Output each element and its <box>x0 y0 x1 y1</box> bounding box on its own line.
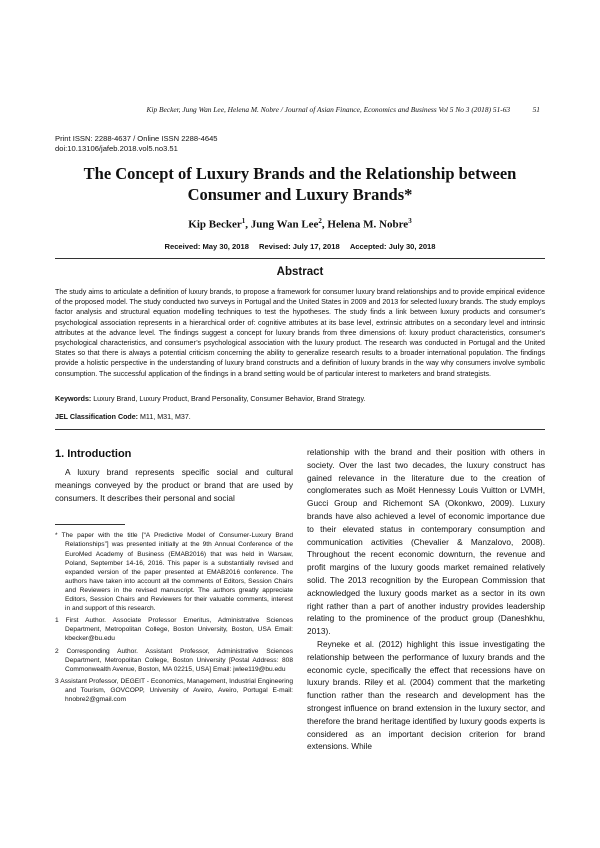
accepted-date: Accepted: July 30, 2018 <box>349 242 436 251</box>
divider-top <box>55 258 545 259</box>
revised-date: Revised: July 17, 2018 <box>259 242 340 251</box>
footnote-author-3: 3 Assistant Professor, DEGEIT - Economics, Management, Industrial Engineering and Tourism, GOVCOPP, University of Aveiro, Aveiro, Portugal E-mail: hnobre2@gmail.com <box>55 677 293 703</box>
author-name: Kip Becker <box>188 218 242 231</box>
keywords <box>55 395 545 403</box>
left-column <box>55 448 293 707</box>
issn-block <box>55 134 218 154</box>
jel-classification <box>55 413 545 421</box>
divider-bottom <box>55 429 545 430</box>
keywords-value: Luxury Brand, Luxury Product, Brand Personality, Consumer Behavior, Brand Strategy. <box>91 395 366 403</box>
keywords-label: Keywords: <box>55 395 92 403</box>
body-paragraph: Reyneke et al. (2012) highlight this issue investigating the relationship between the performance of luxury brands and the economic cycle, specifically the effect that recessions have on luxury brands. Riley et al. (2004) comment that the marketing function rather than the research and development has the strongest influence on brand extension in the luxury sector, and therefore the brand heritage identified by luxury goods experts is considered as an important decision criterion for brand extensions. While <box>307 638 545 752</box>
body-paragraph: relationship with the brand and their position with others in society. Over the last two decades, the luxury construct has gained relevance in the literature due to the creation of conglomerates such as Moët Hennessy Louis Vuitton or LVMH, Gucci Group and Richemont SA (Okonkwo, 2009). Luxury brands have also achieved a level of economic importance due to their elevated status in contemporary consumption and communication activities (Chevalier & Manzalovo, 2008). Throughout the recent economic downturn, the revenue and profit margins of the luxury goods market remained relatively solid. The 2013 recognition by the European Commission that acknowledged the luxury goods market as a sector in its own right rather than a part of another industry provides leadership relating to the prominence of the product group (Daneshkhu, 2013). <box>307 447 545 637</box>
intro-paragraph: A luxury brand represents specific social and cultural meanings conveyed by the product or brand that are used by consumers. It describes their personal and social <box>55 467 293 503</box>
right-column <box>307 446 545 753</box>
abstract-heading: Abstract <box>276 266 324 278</box>
abstract-body: The study aims to articulate a definition of luxury brands, to propose a framework for consumer luxury brand relationships and to provide empirical evidence of the proposed model. The study conducted two surveys in Portugal and the United States in 2009 and 2013 for selected luxury brands. The study employs factor analysis and structural equation modelling techniques to test the hypotheses. The study finds a link between luxury products and consumer’s psychological association represents in a hierarchical order of: cognitive attributes at its base level, extrinsic attributes on a secondary level and intrinsic attributes at the advance level. The findings suggest a concept for luxury brands from three dimensions of: luxury product characteristics, consumer’s psychological characteristics, and consumer’s psychological association with the luxury product. The research was conducted in Portugal and the United States so that there is always a potential criticism concerning the ability to generalize research results to a broader international population. The findings provide a holistic perspective in the understanding of luxury brand constructs and a definition of luxury brands in the way why consumers involve symbolic consumption. The successful application of the findings in a brand setting would be of particular interest to marketers and brand strategists. <box>55 288 545 378</box>
running-header-citation: Kip Becker, Jung Wan Lee, Helena M. Nobre / Journal of Asian Finance, Economics and Business Vol 5 No 3 (2018) 51-63 <box>146 105 511 114</box>
author-affiliation-mark: 1 <box>241 217 246 225</box>
footnote-divider <box>55 524 125 525</box>
received-date: Received: May 30, 2018 <box>164 242 249 251</box>
page-number: 51 <box>532 105 540 114</box>
doi-line: doi:10.13106/jafeb.2018.vol5.no3.51 <box>55 144 178 153</box>
author-name: Jung Wan Lee <box>250 218 319 231</box>
footnote-author-1: 1 First Author. Associate Professor Emeritus, Administrative Sciences Department, Metropolitan College, Boston University, Boston, USA Email: kbecker@bu.edu <box>55 617 293 643</box>
issn-line: Print ISSN: 2288-4637 / Online ISSN 2288-4645 <box>55 134 218 143</box>
author-name: Helena M. Nobre <box>327 218 409 231</box>
section-heading-introduction: 1. Introduction <box>55 448 132 460</box>
jel-value: M11, M31, M37. <box>138 413 191 421</box>
footnote-author-2: 2 Corresponding Author. Assistant Professor, Administrative Sciences Department, Metropolitan College, Boston University [Postal Address: 808 Commonwealth Avenue, Boston, MA 02215, USA] Email: jwlee119@bu.edu <box>55 647 293 673</box>
author-affiliation-mark: 3 <box>408 217 412 225</box>
author-affiliation-mark: 2 <box>318 217 322 225</box>
submission-dates <box>50 242 550 251</box>
author-list: Kip Becker$^1$, Jung Wan Lee$^2$, Helena M. Nobre$^3$ <box>188 217 412 231</box>
footnote-conference: * The paper with the title [“A Predictive Model of Consumer-Luxury Brand Relationships”] was presented initially at the 9th Annual Conference of the EuroMed Academy of Business (EMAB2016) that was held in Warsaw, Poland, September 14-16, 2016. This paper is a substantially revised and expanded version of the paper presented at EMAB2016 conference. The authors have taken into account all the comments of Editors, Session Chairs and Reviewers in the revised manuscript. The authors greatly appreciate Editors, Session Chairs and Reviewers for their valuable comments, interest in and support of this research. <box>55 532 293 613</box>
running-header <box>60 105 540 114</box>
paper-title: The Concept of Luxury Brands and the Relationship between Consumer and Luxury Brands* <box>83 164 517 204</box>
jel-label: JEL Classification Code: <box>55 413 139 421</box>
